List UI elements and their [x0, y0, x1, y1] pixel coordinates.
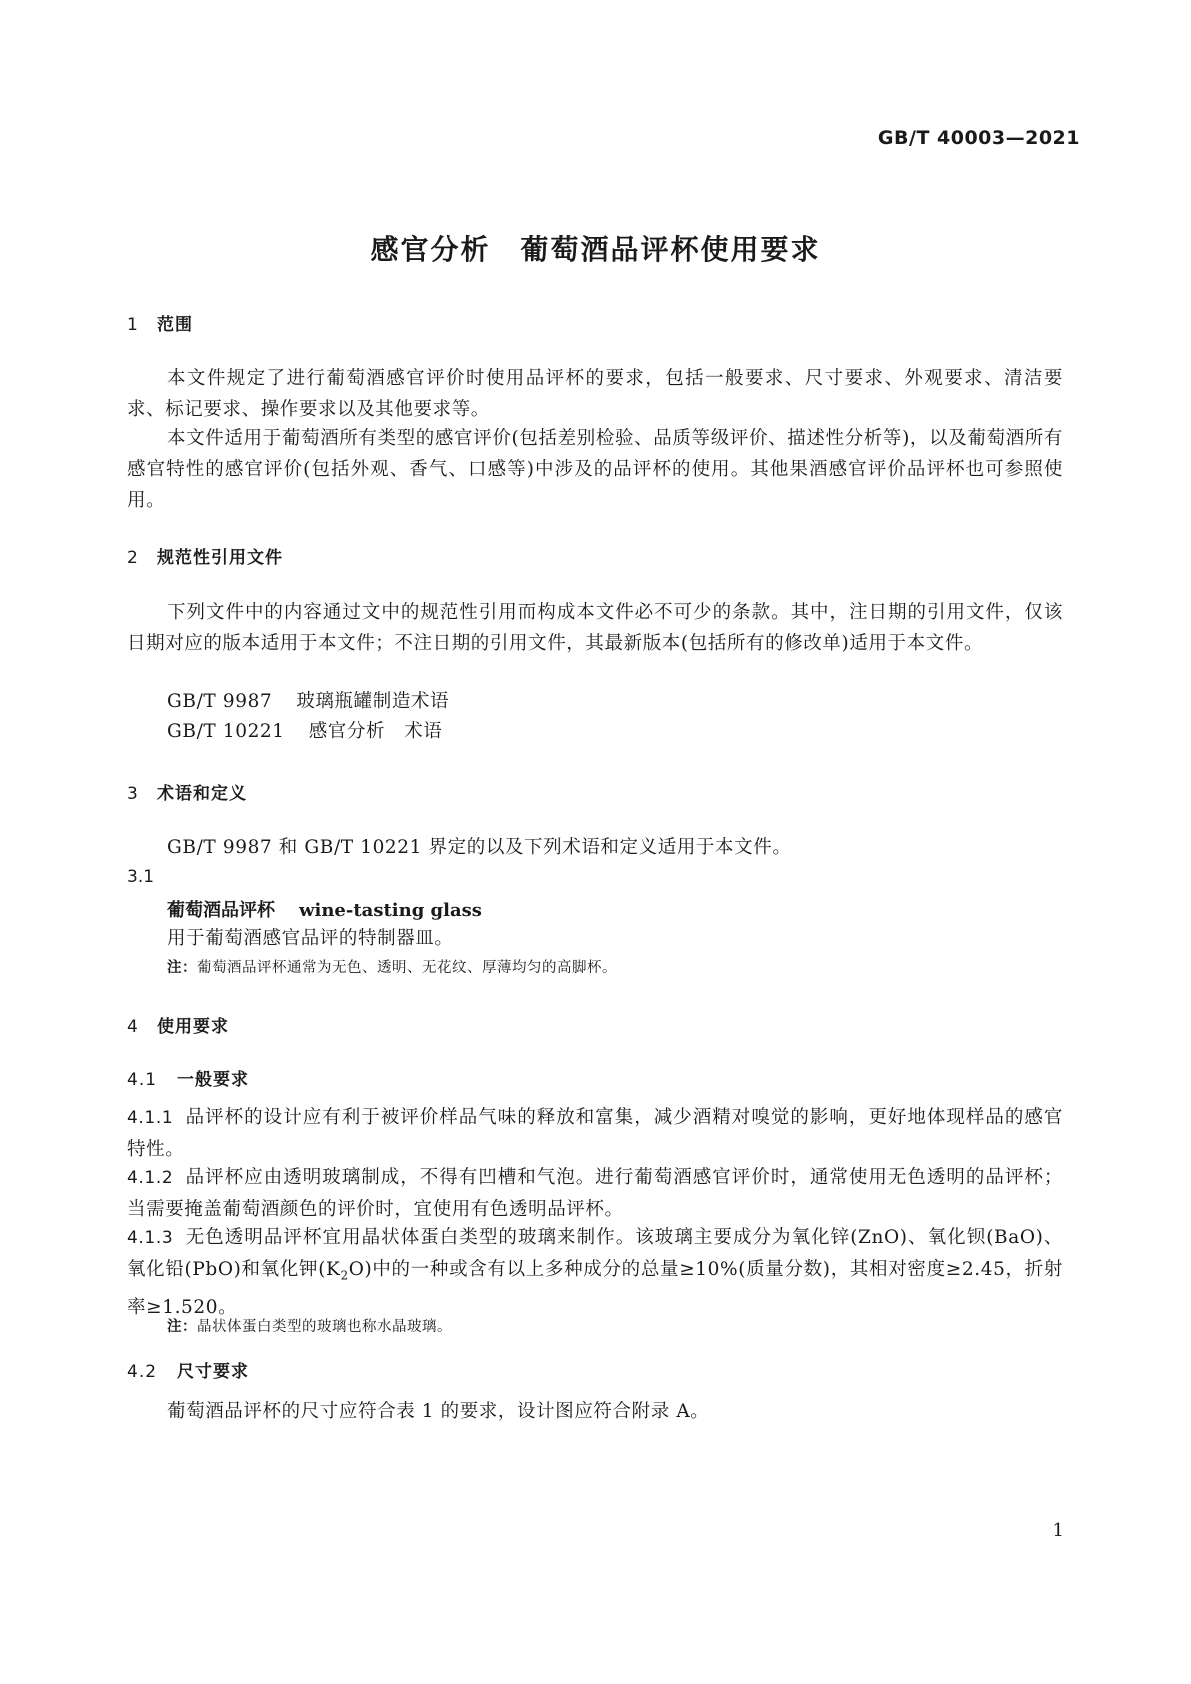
terms-intro-paragraph: GB/T 9987 和 GB/T 10221 界定的以及下列术语和定义适用于本文件。 — [167, 837, 792, 858]
normative-references-paragraph: 下列文件中的内容通过文中的规范性引用而构成本文件必不可少的条款。其中，注日期的引用文件，仅该日期对应的版本适用于本文件；不注日期的引用文件，其最新版本(包括所有的修改单)适用于本文件。 — [127, 602, 1063, 654]
note-label: 注： — [167, 1319, 197, 1335]
standard-number: GB/T 40003—2021 — [877, 127, 1080, 149]
reference-item — [167, 716, 442, 747]
section-3-heading — [127, 779, 247, 804]
section-number: 3 — [127, 784, 139, 804]
clause-number: 4.1.1 — [127, 1108, 174, 1128]
clause-number: 4.1.2 — [127, 1168, 174, 1188]
term-chinese: 葡萄酒品评杯 — [167, 900, 275, 921]
section-number: 1 — [127, 315, 139, 335]
scope-paragraph-2: 本文件适用于葡萄酒所有类型的感官评价(包括差别检验、品质等级评价、描述性分析等)，以及葡萄酒所有感官特性的感官评价(包括外观、香气、口感等)中涉及的品评杯的使用。其他果酒感官评价品评杯也可参照使用。 — [127, 428, 1063, 511]
clause-4-1-3 — [127, 1222, 1063, 1323]
section-title: 使用要求 — [157, 1017, 229, 1037]
clause-4-1-2 — [127, 1162, 1063, 1225]
section-title: 范围 — [157, 315, 193, 335]
note-label: 注： — [167, 960, 197, 976]
clause-text: 品评杯应由透明玻璃制成，不得有凹槽和气泡。进行葡萄酒感官评价时，通常使用无色透明的品评杯；当需要掩盖葡萄酒颜色的评价时，宜使用有色透明品评杯。 — [127, 1167, 1063, 1220]
clause-text: 品评杯的设计应有利于被评价样品气味的释放和富集，减少酒精对嗅觉的影响，更好地体现样品的感官特性。 — [127, 1107, 1063, 1160]
reference-title: 玻璃瓶罐制造术语 — [296, 691, 450, 712]
subscript: 2 — [340, 1268, 349, 1283]
section-1-heading — [127, 310, 193, 335]
term-english: wine-tasting glass — [299, 900, 482, 921]
size-requirement-paragraph: 葡萄酒品评杯的尺寸应符合表 1 的要求，设计图应符合附录 A。 — [167, 1401, 710, 1422]
section-4-heading — [127, 1012, 229, 1037]
clause-4-1-1 — [127, 1102, 1063, 1165]
document-title: 感官分析 葡萄酒品评杯使用要求 — [370, 233, 821, 266]
page-number: 1 — [1052, 1520, 1064, 1541]
reference-code: GB/T 9987 — [167, 691, 273, 712]
reference-code: GB/T 10221 — [167, 721, 285, 742]
reference-title: 感官分析 术语 — [308, 721, 443, 742]
clause-text-cont: O)中的一种或含有以上多种成分的总量≥10%(质量分数)，其相对密度≥2.45，折射率≥1.520。 — [127, 1259, 1063, 1318]
clause-number: 4.1.3 — [127, 1228, 174, 1248]
subsection-title: 一般要求 — [177, 1070, 249, 1090]
section-title: 规范性引用文件 — [157, 548, 283, 568]
section-title: 术语和定义 — [157, 784, 247, 804]
note-text: 葡萄酒品评杯通常为无色、透明、无花纹、厚薄均匀的高脚杯。 — [197, 960, 617, 976]
term-number: 3.1 — [127, 867, 155, 887]
subsection-4-1-heading — [127, 1065, 249, 1090]
section-number: 2 — [127, 548, 139, 568]
term-definition: 用于葡萄酒感官品评的特制器皿。 — [167, 928, 454, 949]
reference-item — [167, 686, 449, 717]
subsection-title: 尺寸要求 — [177, 1362, 249, 1382]
subsection-4-2-heading — [127, 1357, 249, 1382]
term-entry — [167, 896, 482, 922]
subsection-number: 4.2 — [127, 1362, 158, 1382]
term-note — [167, 956, 617, 977]
subsection-number: 4.1 — [127, 1070, 158, 1090]
note-text: 晶状体蛋白类型的玻璃也称水晶玻璃。 — [197, 1319, 452, 1335]
clause-text: 无色透明品评杯宜用晶状体蛋白类型的玻璃来制作。该玻璃主要成分为氧化锌(ZnO)、氧化钡(BaO)、氧化铅(PbO)和氧化钾(K — [127, 1227, 1063, 1280]
clause-note — [167, 1315, 452, 1336]
scope-paragraph-1: 本文件规定了进行葡萄酒感官评价时使用品评杯的要求，包括一般要求、尺寸要求、外观要求、清洁要求、标记要求、操作要求以及其他要求等。 — [127, 368, 1063, 420]
section-number: 4 — [127, 1017, 139, 1037]
section-2-heading — [127, 543, 283, 568]
